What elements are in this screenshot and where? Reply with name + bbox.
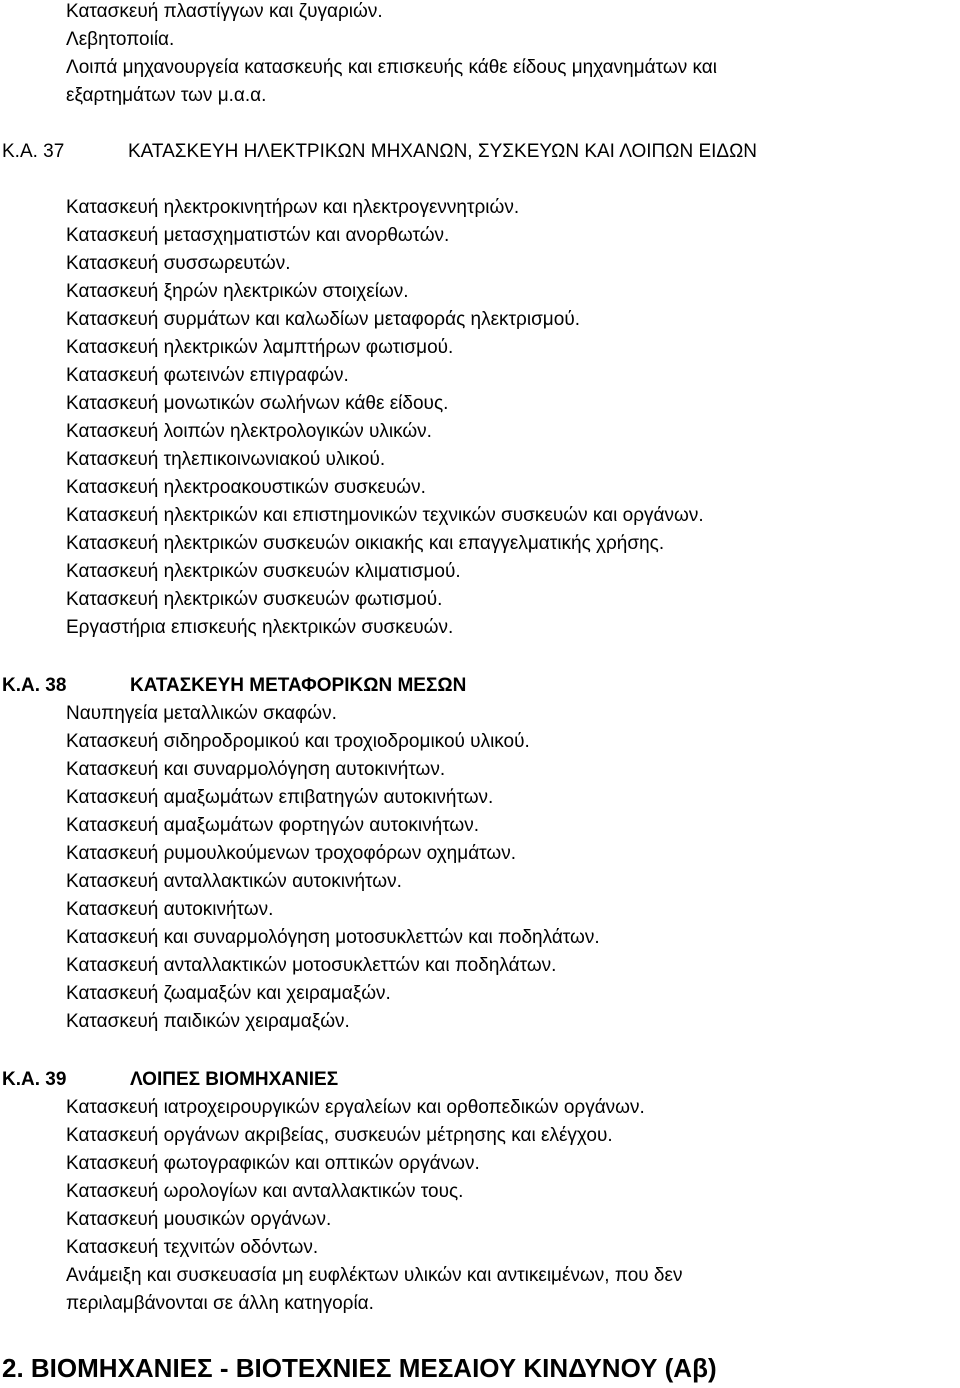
list-item: Κατασκευή ηλεκτρικών λαμπτήρων φωτισμού. [66,337,454,358]
section-title: ΚΑΤΑΣΚΕΥΗ ΜΕΤΑΦΟΡΙΚΩΝ ΜΕΣΩΝ [130,675,467,696]
list-item: Κατασκευή λοιπών ηλεκτρολογικών υλικών. [66,421,432,442]
section-title: ΚΑΤΑΣΚΕΥΗ ΗΛΕΚΤΡΙΚΩΝ ΜΗΧΑΝΩΝ, ΣΥΣΚΕΥΩΝ ΚΑΙ ΛΟΙΠΩΝ ΕΙΔΩΝ [128,141,758,162]
list-item: Ναυπηγεία μεταλλικών σκαφών. [66,703,337,724]
list-item: Κατασκευή ηλεκτρικών συσκευών κλιματισμού. [66,561,461,582]
list-item: Κατασκευή μονωτικών σωλήνων κάθε είδους. [66,393,449,414]
section-code: Κ.Α. 38 [2,675,67,696]
list-item: Κατασκευή ρυμουλκούμενων τροχοφόρων οχημάτων. [66,843,517,864]
list-item: Κατασκευή οργάνων ακριβείας, συσκευών μέτρησης και ελέγχου. [66,1125,613,1146]
list-item: Κατασκευή ωρολογίων και ανταλλακτικών τους. [66,1181,464,1202]
section-code: Κ.Α. 37 [2,141,65,162]
list-item: Κατασκευή και συναρμολόγηση μοτοσυκλεττών και ποδηλάτων. [66,927,600,948]
section-title: ΛΟΙΠΕΣ ΒΙΟΜΗΧΑΝΙΕΣ [130,1069,339,1090]
list-item: Κατασκευή ηλεκτρικών συσκευών οικιακής και επαγγελματικής χρήσης. [66,533,665,554]
list-item: Κατασκευή ανταλλακτικών μοτοσυκλεττών και ποδηλάτων. [66,955,557,976]
list-item: Κατασκευή τηλεπικοινωνιακού υλικού. [66,449,386,470]
list-item: Κατασκευή μετασχηματιστών και ανορθωτών. [66,225,450,246]
list-item: Κατασκευή συρμάτων και καλωδίων μεταφοράς ηλεκτρισμού. [66,309,580,330]
list-item: Λοιπά μηχανουργεία κατασκευής και επισκευής κάθε είδους μηχανημάτων και [66,57,717,78]
list-item: Εργαστήρια επισκευής ηλεκτρικών συσκευών. [66,617,454,638]
section-heading-37 [2,140,958,164]
list-item: Κατασκευή σιδηροδρομικού και τροχιοδρομικού υλικού. [66,731,530,752]
list-item: περιλαμβάνονται σε άλλη κατηγορία. [66,1293,374,1314]
list-item: Κατασκευή φωτογραφικών και οπτικών οργάνων. [66,1153,480,1174]
list-item: Κατασκευή ιατροχειρουργικών εργαλείων και ορθοπεδικών οργάνων. [66,1097,645,1118]
list-item: Κατασκευή τεχνιτών οδόντων. [66,1237,319,1258]
section-heading-39 [2,1068,502,1092]
list-item: Ανάμειξη και συσκευασία μη ευφλέκτων υλικών και αντικειμένων, που δεν [66,1265,683,1286]
list-item: Κατασκευή ανταλλακτικών αυτοκινήτων. [66,871,402,892]
section-code: Κ.Α. 39 [2,1069,67,1090]
list-item: Κατασκευή ηλεκτρικών και επιστημονικών τεχνικών συσκευών και οργάνων. [66,505,704,526]
list-item: Κατασκευή ξηρών ηλεκτρικών στοιχείων. [66,281,409,302]
list-item: Κατασκευή φωτεινών επιγραφών. [66,365,349,386]
list-item: Κατασκευή αμαξωμάτων επιβατηγών αυτοκινήτων. [66,787,494,808]
list-item: Κατασκευή συσσωρευτών. [66,253,291,274]
list-item: Κατασκευή ηλεκτρικών συσκευών φωτισμού. [66,589,443,610]
list-item: Κατασκευή και συναρμολόγηση αυτοκινήτων. [66,759,446,780]
list-item: Κατασκευή παιδικών χειραμαξών. [66,1011,350,1032]
list-item: Λεβητοποιία. [66,29,175,50]
chapter-heading: 2. ΒΙΟΜΗΧΑΝΙΕΣ - ΒΙΟΤΕΧΝΙΕΣ ΜΕΣΑΙΟΥ ΚΙΝΔΥΝΟΥ (Αβ) [2,1353,717,1383]
list-item: Κατασκευή ηλεκτροακουστικών συσκευών. [66,477,426,498]
list-item: Κατασκευή αυτοκινήτων. [66,899,274,920]
list-item: Κατασκευή αμαξωμάτων φορτηγών αυτοκινήτων. [66,815,480,836]
list-item: εξαρτημάτων των μ.α.α. [66,85,267,106]
list-item: Κατασκευή μουσικών οργάνων. [66,1209,332,1230]
section-heading-38 [2,674,702,698]
list-item: Κατασκευή πλαστίγγων και ζυγαριών. [66,1,383,22]
list-item: Κατασκευή ηλεκτροκινητήρων και ηλεκτρογεννητριών. [66,197,520,218]
list-item: Κατασκευή ζωαμαξών και χειραμαξών. [66,983,391,1004]
